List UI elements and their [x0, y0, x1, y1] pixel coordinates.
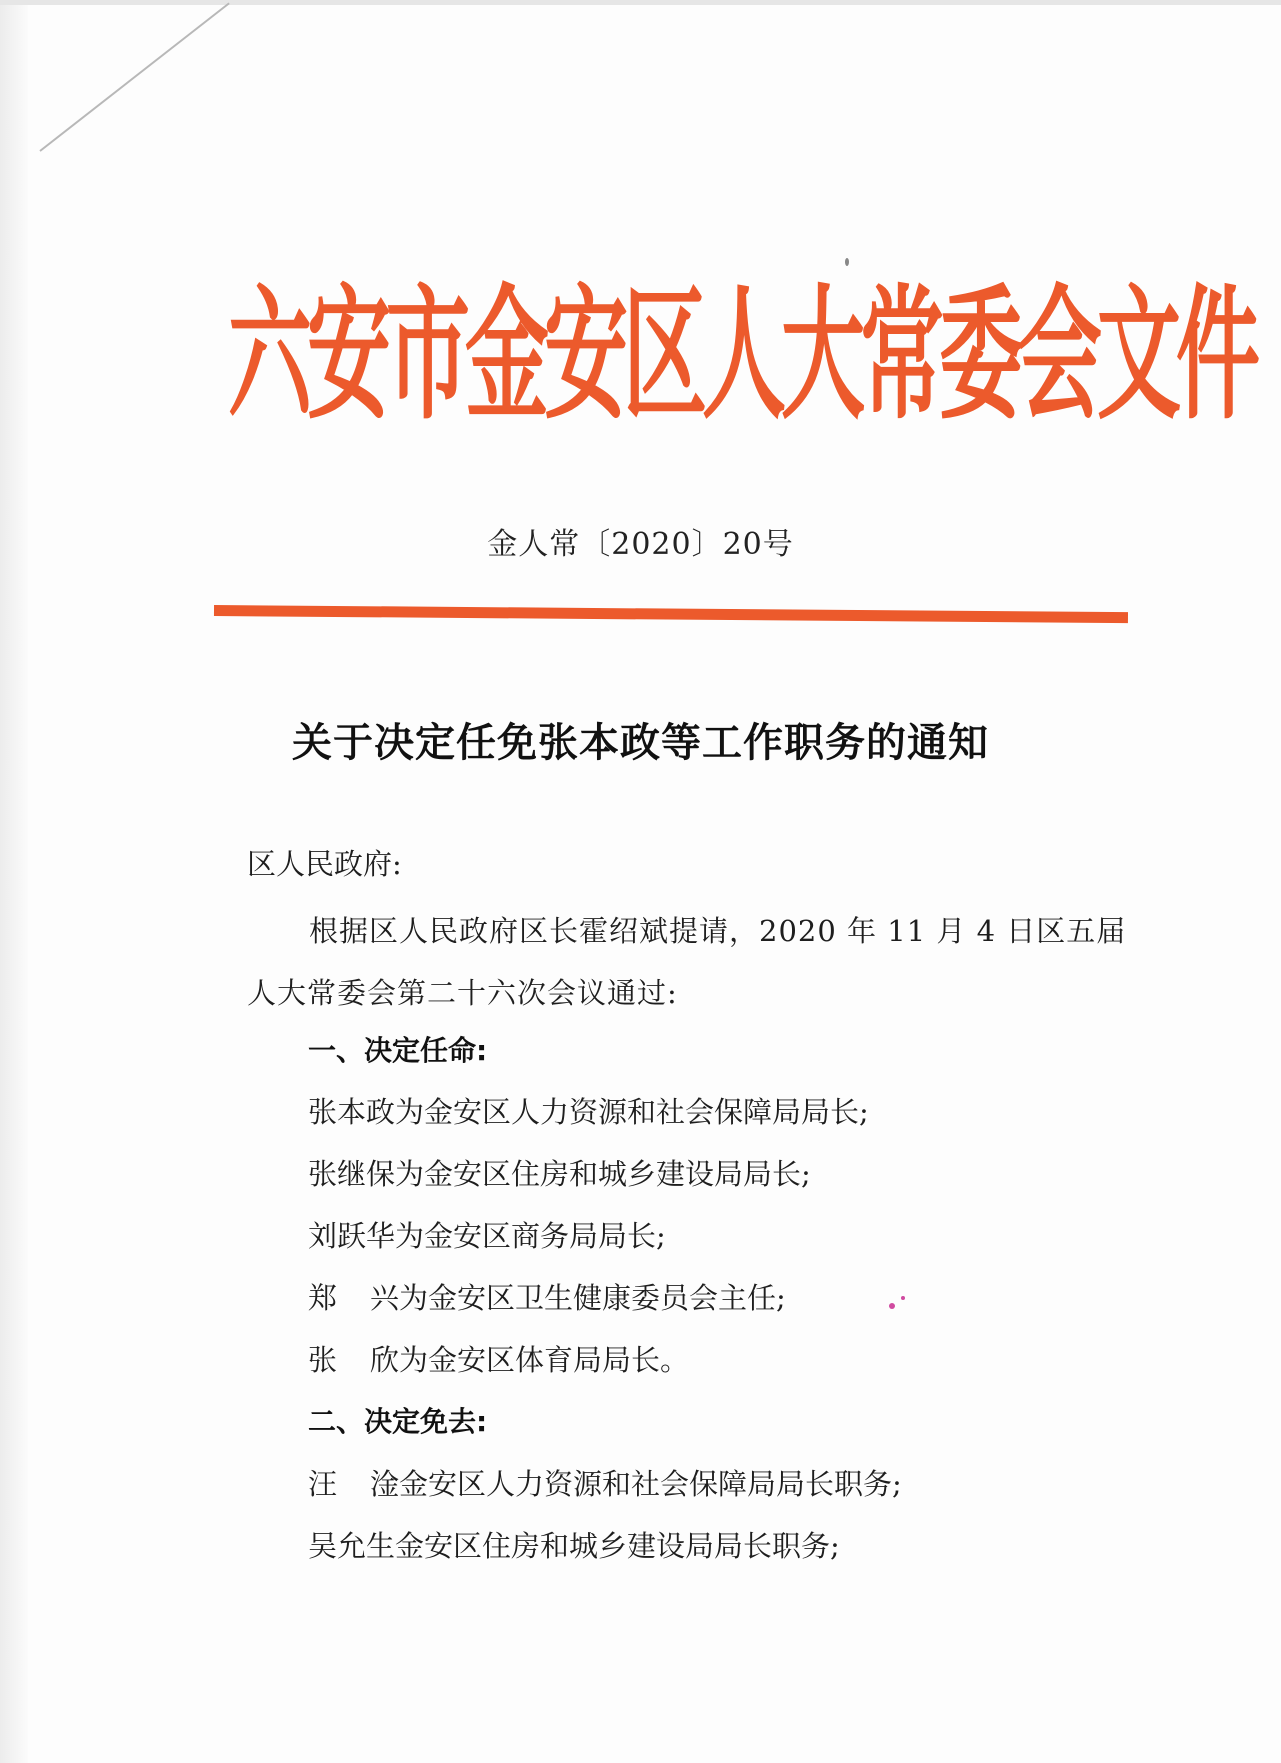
- position-text: 为金安区卫生健康委员会主任;: [399, 1281, 786, 1315]
- list-item: [308, 1462, 902, 1524]
- list-item: [308, 1090, 869, 1152]
- position-text: 金安区住房和城乡建设局局长职务;: [395, 1529, 840, 1563]
- given-name: 淦: [370, 1467, 400, 1501]
- surname: 郑: [308, 1281, 338, 1315]
- surname: 张: [308, 1343, 338, 1377]
- position-text: 为金安区人力资源和社会保障局局长;: [395, 1095, 869, 1129]
- surname: 汪: [308, 1467, 338, 1501]
- section-heading-appoint: 一、决定任命:: [308, 1034, 488, 1067]
- given-name: 跃华: [337, 1219, 396, 1253]
- scan-artifact-line: [39, 2, 229, 151]
- person-name: [308, 1152, 395, 1196]
- scan-top-edge: [0, 0, 1281, 5]
- person-name: [308, 1090, 395, 1134]
- given-name: 兴: [370, 1281, 400, 1315]
- list-item: [308, 1524, 902, 1586]
- list-item: [308, 1214, 869, 1276]
- scan-left-edge: [0, 0, 28, 1763]
- body-paragraph: 根据区人民政府区长霍绍斌提请，2020 年 11 月 4 日区五届人大常委会第二十六次会议通过:: [247, 914, 1127, 1010]
- scan-speck: [901, 1296, 905, 1300]
- given-name: 本政: [337, 1095, 396, 1129]
- list-item: [308, 1152, 869, 1214]
- person-name: [308, 1214, 395, 1258]
- notice-title: 关于决定任免张本政等工作职务的通知: [292, 719, 989, 766]
- position-text: 金安区人力资源和社会保障局局长职务;: [399, 1467, 902, 1501]
- appointment-list: [308, 1090, 869, 1400]
- red-separator-rule: [214, 605, 1128, 623]
- section-heading-remove: 二、决定免去:: [308, 1405, 488, 1438]
- given-name: 继保: [337, 1157, 396, 1191]
- list-item: [308, 1338, 869, 1400]
- person-name: [308, 1524, 395, 1568]
- issuer-header-title: 六安市金安区人大常委会文件: [228, 270, 1256, 440]
- scan-speck: [889, 1303, 895, 1309]
- list-item: [308, 1276, 869, 1338]
- salutation: 区人民政府:: [247, 847, 402, 881]
- surname: 张: [308, 1095, 338, 1129]
- position-text: 为金安区商务局局长;: [395, 1219, 666, 1253]
- removal-list: [308, 1462, 902, 1586]
- given-name: 欣: [370, 1343, 400, 1377]
- position-text: 为金安区体育局局长。: [399, 1343, 690, 1377]
- surname: 刘: [308, 1219, 338, 1253]
- surname: 吴: [308, 1529, 338, 1563]
- position-text: 为金安区住房和城乡建设局局长;: [395, 1157, 811, 1191]
- surname: 张: [308, 1157, 338, 1191]
- document-number: 金人常〔2020〕20号: [487, 527, 794, 562]
- given-name: 允生: [337, 1529, 396, 1563]
